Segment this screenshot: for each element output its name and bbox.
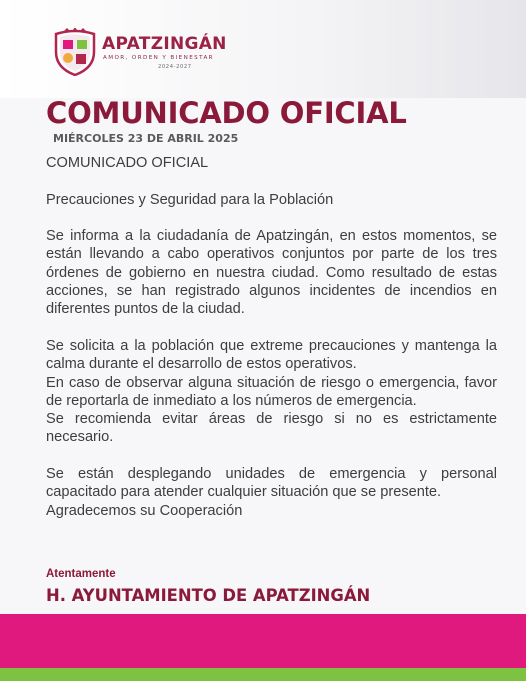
page-title: COMUNICADO OFICIAL — [46, 96, 407, 130]
body-heading: COMUNICADO OFICIAL — [46, 155, 209, 171]
document-date: MIÉRCOLES 23 DE ABRIL 2025 — [53, 132, 239, 145]
signoff-label: Atentamente — [46, 568, 116, 580]
brand-slogan: AMOR, ORDEN Y BIENESTAR — [103, 55, 214, 61]
document-body — [46, 154, 497, 538]
footer-pink-band — [0, 614, 526, 668]
brand-years: 2024-2027 — [158, 64, 192, 70]
body-paragraph-2-line-b: En caso de observar alguna situación de riesgo o emergencia, favor de reportarla de inmediato a los números de emergencia. — [46, 374, 497, 409]
brand-name: APATZINGÁN — [102, 34, 227, 54]
municipal-seal-icon — [52, 28, 98, 76]
signoff-name: H. AYUNTAMIENTO DE APATZINGÁN — [46, 586, 371, 605]
municipal-logo — [52, 28, 232, 78]
body-paragraph-1: Se informa a la ciudadanía de Apatzingán, en estos momentos, se están llevando a cabo operativos conjuntos por parte de los tres órdenes de gobierno en nuestra ciudad. Como resultado de estas acciones, se han registrado algunos incidentes de incendios en diferentes puntos de la ciudad. — [46, 228, 497, 318]
footer-green-band — [0, 668, 526, 681]
body-paragraph-2 — [46, 337, 497, 447]
body-paragraph-3 — [46, 465, 497, 520]
body-paragraph-2-line-a: Se solicita a la población que extreme precauciones y mantenga la calma durante el desarrollo de estos operativos. — [46, 337, 497, 373]
body-subject: Precauciones y Seguridad para la Población — [46, 191, 334, 208]
body-paragraph-3-line-b: Agradecemos su Cooperación — [46, 502, 243, 519]
body-paragraph-3-line-a: Se están desplegando unidades de emergencia y personal capacitado para atender cualquier situación que se presente. — [46, 466, 497, 501]
body-paragraph-2-line-c: Se recomienda evitar áreas de riesgo si no es estrictamente necesario. — [46, 411, 497, 446]
